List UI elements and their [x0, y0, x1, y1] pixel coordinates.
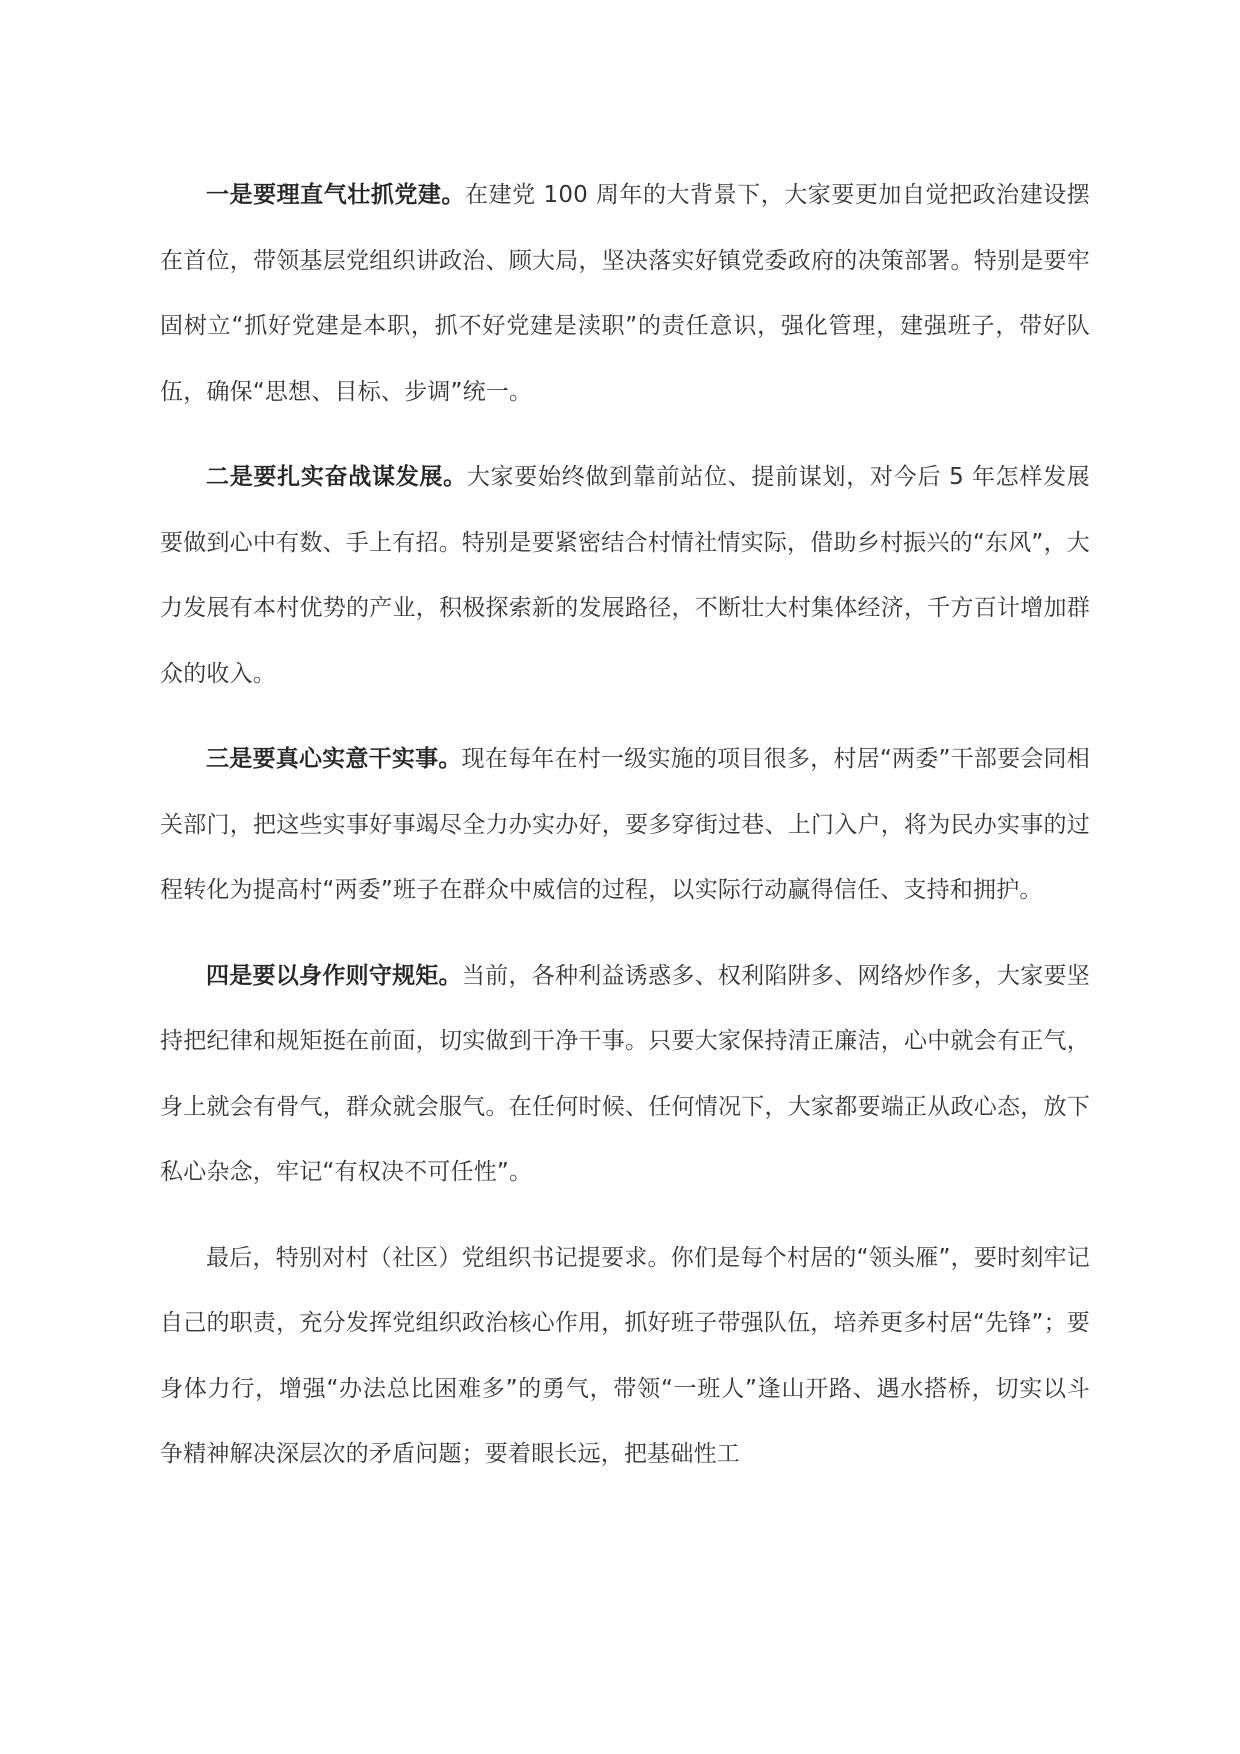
paragraph-text: 大家要始终做到靠前站位、提前谋划，对今后 5 年怎样发展要做到心中有数、手上有招。特别是要紧密结合村情社情实际，借助乡村振兴的“东风”，大力发展有本村优势的产业，积极探索新的发展路径，不断壮大村集体经济，千方百计增加群众的收入。 — [160, 464, 1091, 687]
paragraph-lead: 一是要理直气壮抓党建。 — [206, 182, 466, 208]
paragraph-lead: 三是要真心实意干实事。 — [206, 746, 462, 772]
paragraph-text: 最后，特别对村（社区）党组织书记提要求。你们是每个村居的“领头雁”，要时刻牢记自己的职责，充分发挥党组织政治核心作用，抓好班子带强队伍，培养更多村居“先锋”；要身体力行，增强“办法总比困难多”的勇气，带领“一班人”逢山开路、遇水搭桥，切实以斗争精神解决深层次的矛盾问题；要着眼长远，把基础性工 — [160, 1244, 1090, 1467]
paragraph-text: 现在每年在村一级实施的项目很多，村居“两委”干部要会同相关部门，把这些实事好事竭尽全力办实办好，要多穿街过巷、上门入户，将为民办实事的过程转化为提高村“两委”班子在群众中威信的过程，以实际行动赢得信任、支持和拥护。 — [160, 746, 1090, 903]
paragraph-final-requirements — [160, 1226, 1090, 1488]
paragraph-party-building — [160, 163, 1090, 425]
document-body — [160, 163, 1090, 1508]
paragraph-discipline — [160, 944, 1090, 1206]
paragraph-lead: 四是要以身作则守规矩。 — [206, 962, 462, 989]
paragraph-practical-work — [160, 727, 1090, 924]
paragraph-text: 当前，各种利益诱惑多、权利陷阱多、网络炒作多，大家要坚持把纪律和规矩挺在前面，切实做到干净干事。只要大家保持清正廉洁，心中就会有正气，身上就会有骨气，群众就会服气。在任何时候、任何情况下，大家都要端正从政心态，放下私心杂念，牢记“有权决不可任性”。 — [160, 962, 1091, 1185]
paragraph-development — [160, 445, 1090, 707]
paragraph-lead: 二是要扎实奋战谋发展。 — [206, 464, 467, 490]
paragraph-text: 在建党 100 周年的大背景下，大家要更加自觉把政治建设摆在首位，带领基层党组织讲政治、顾大局，坚决落实好镇党委政府的决策部署。特别是要牢固树立“抓好党建是本职，抓不好党建是渎职”的责任意识，强化管理，建强班子，带好队伍，确保“思想、目标、步调”统一。 — [160, 182, 1090, 405]
